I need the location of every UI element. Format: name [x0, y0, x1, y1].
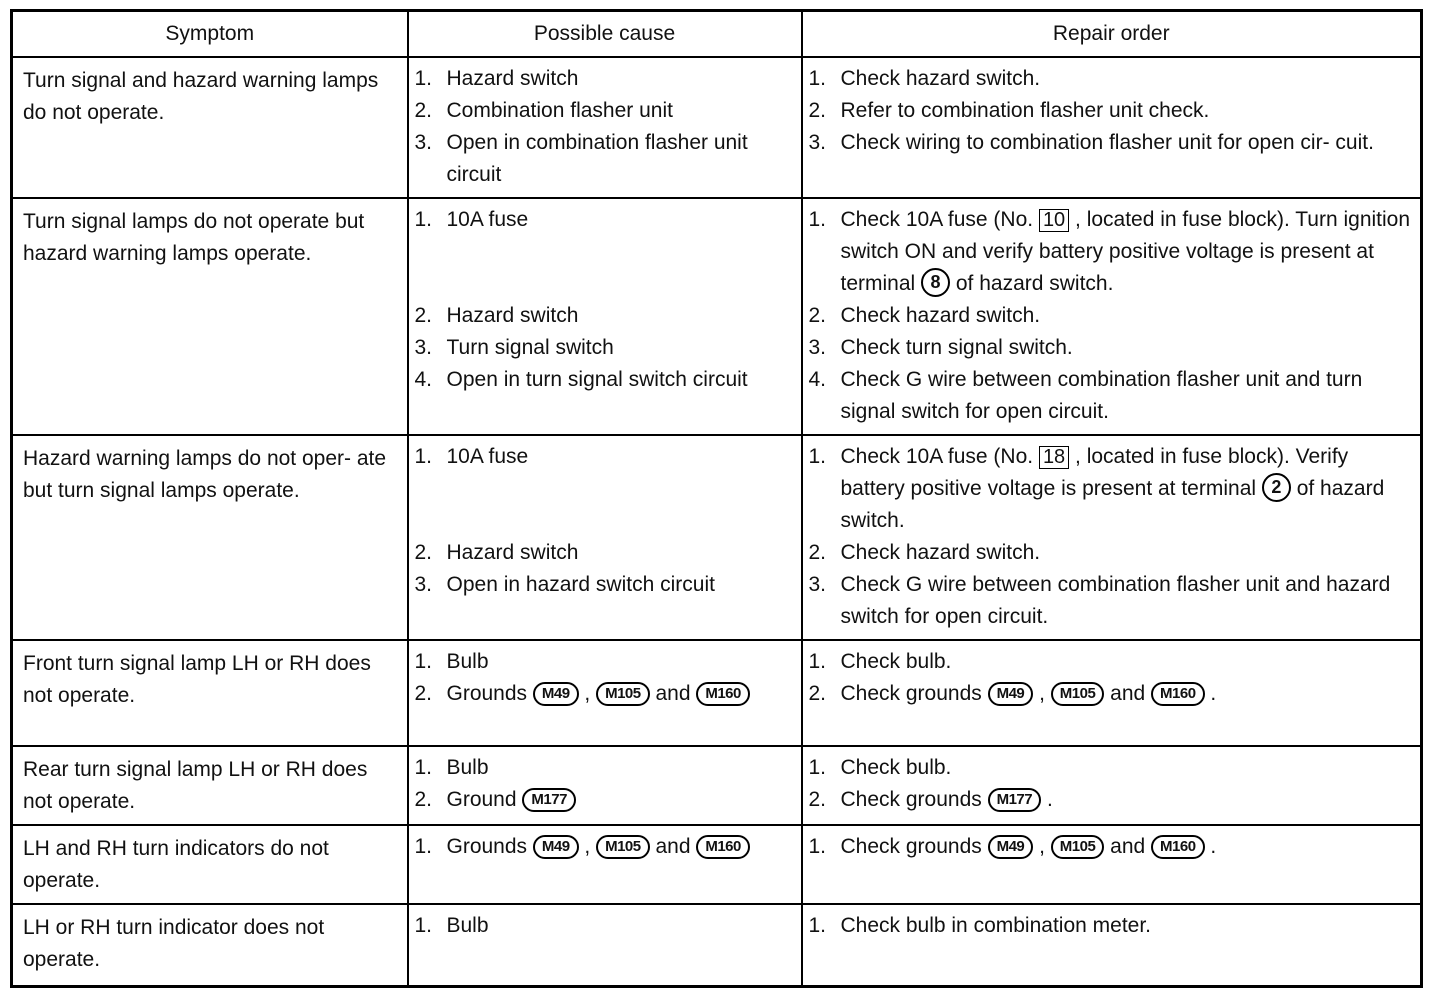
- item-text: [447, 127, 795, 191]
- text-run: 10A fuse: [446, 208, 529, 231]
- symptom-text: LH and RH turn indicators do not operate.: [23, 837, 329, 892]
- connector-ground-icon: M177: [988, 788, 1042, 812]
- list-item: [809, 300, 1415, 332]
- text-run: Bulb: [446, 650, 489, 673]
- connector-ground-icon: M160: [696, 682, 750, 706]
- item-text: [841, 646, 1415, 678]
- text-run: Check bulb.: [840, 650, 952, 673]
- item-number: 1.: [414, 835, 433, 858]
- repair-list: [803, 199, 1421, 434]
- list-item: [415, 910, 795, 942]
- item-text: [447, 910, 795, 942]
- repair-list: [803, 905, 1421, 948]
- list-item: [809, 784, 1415, 816]
- connector-ground-icon: M49: [533, 682, 579, 706]
- list-item: [415, 569, 795, 601]
- list-item: [809, 678, 1415, 710]
- item-number: 1.: [414, 67, 433, 90]
- text-run: Check turn signal switch.: [840, 336, 1073, 359]
- item-number: 3.: [808, 336, 827, 359]
- item-number: 2.: [808, 682, 827, 705]
- text-run: Open in combination flasher unit circuit: [446, 131, 754, 186]
- item-number: 2.: [414, 304, 433, 327]
- terminal-number-circle: 2: [1262, 473, 1291, 502]
- symptom-text: Rear turn signal lamp LH or RH does not operate.: [23, 758, 368, 813]
- header-row: [12, 11, 1422, 58]
- item-number: 2.: [414, 541, 433, 564]
- possible-cause-cell: [408, 746, 802, 825]
- repair-order-cell: [802, 57, 1422, 198]
- possible-cause-cell: [408, 198, 802, 435]
- text-run: , located in fuse block). Verify battery positive voltage is present at terminal: [840, 445, 1354, 500]
- repair-list: [803, 747, 1421, 822]
- connector-ground-icon: M49: [533, 835, 579, 859]
- item-number: 2.: [414, 788, 433, 811]
- list-item: [809, 204, 1415, 300]
- symptom-text: Turn signal lamps do not operate but hazard warning lamps operate.: [23, 210, 365, 265]
- text-run: Bulb: [446, 756, 489, 779]
- list-item: [809, 364, 1415, 428]
- cause-list: [409, 199, 801, 402]
- item-number: 2.: [808, 99, 827, 122]
- table-row: [12, 435, 1422, 640]
- list-item: [415, 204, 795, 236]
- list-item: [415, 127, 795, 191]
- list-item: [415, 784, 795, 816]
- text-run: Check hazard switch.: [840, 304, 1041, 327]
- list-item: [809, 752, 1415, 784]
- text-run: ,: [1033, 682, 1051, 705]
- item-number: 1.: [414, 914, 433, 937]
- table-row: [12, 825, 1422, 904]
- list-item: [809, 646, 1415, 678]
- list-item: [415, 752, 795, 784]
- cause-list: [409, 747, 801, 822]
- item-text: [841, 300, 1415, 332]
- item-text: [841, 364, 1415, 428]
- item-text: [841, 95, 1415, 127]
- repair-order-cell: [802, 640, 1422, 746]
- list-item: [415, 441, 795, 473]
- item-text: [447, 95, 795, 127]
- list-item: [809, 441, 1415, 537]
- possible-cause-cell: [408, 904, 802, 986]
- text-run: .: [1204, 835, 1217, 858]
- text-run: Check hazard switch.: [840, 67, 1041, 90]
- text-run: Check G wire between combination flasher unit and turn signal switch for open circuit.: [840, 368, 1369, 423]
- text-run: of hazard switch.: [840, 477, 1391, 532]
- possible-cause-cell: [408, 57, 802, 198]
- item-number: 3.: [414, 573, 433, 596]
- text-run: Open in turn signal switch circuit: [446, 368, 748, 391]
- connector-ground-icon: M105: [1051, 682, 1105, 706]
- list-item: [415, 537, 795, 569]
- table-row: [12, 57, 1422, 198]
- text-run: and: [649, 682, 697, 705]
- repair-order-cell: [802, 746, 1422, 825]
- text-run: 10A fuse: [446, 445, 529, 468]
- item-text: [447, 63, 795, 95]
- text-run: Combination flasher unit: [446, 99, 673, 122]
- list-item: [415, 831, 795, 863]
- item-text: [841, 752, 1415, 784]
- item-text: [841, 127, 1415, 159]
- text-run: ,: [578, 835, 597, 858]
- text-run: and: [649, 835, 697, 858]
- text-run: Check bulb in combination meter.: [840, 914, 1151, 937]
- item-number: 1.: [808, 445, 827, 468]
- item-number: 3.: [808, 573, 827, 596]
- connector-ground-icon: M49: [988, 682, 1034, 706]
- text-run: Turn signal switch: [446, 336, 614, 359]
- symptom-cell: [12, 746, 408, 825]
- item-number: 3.: [414, 336, 433, 359]
- text-run: of hazard switch.: [950, 272, 1114, 295]
- item-number: 1.: [808, 67, 827, 90]
- text-run: Refer to combination flasher unit check.: [840, 99, 1210, 122]
- list-item: [809, 127, 1415, 159]
- symptom-cell: [12, 904, 408, 986]
- item-number: 1.: [414, 650, 433, 673]
- text-run: Check grounds: [840, 835, 988, 858]
- cause-list: [409, 58, 801, 197]
- item-text: [447, 332, 795, 364]
- text-run: Check 10A fuse (No.: [840, 445, 1039, 468]
- item-number: 2.: [414, 99, 433, 122]
- item-text: [841, 569, 1415, 633]
- text-run: Bulb: [446, 914, 489, 937]
- list-item: [415, 678, 795, 710]
- item-text: [841, 63, 1415, 95]
- connector-ground-icon: M160: [696, 835, 750, 859]
- troubleshooting-table: [10, 9, 1423, 988]
- repair-list: [803, 436, 1421, 639]
- item-number: 2.: [808, 304, 827, 327]
- cause-list: [409, 826, 801, 869]
- text-run: Grounds: [446, 682, 533, 705]
- symptom-cell: [12, 435, 408, 640]
- connector-ground-icon: M105: [596, 682, 650, 706]
- text-run: and: [1104, 835, 1152, 858]
- repair-list: [803, 641, 1421, 716]
- item-text: [447, 300, 795, 332]
- list-item: [809, 95, 1415, 127]
- fuse-number-box: 18: [1039, 446, 1069, 469]
- connector-ground-icon: M105: [596, 835, 650, 859]
- symptom-cell: [12, 640, 408, 746]
- connector-ground-icon: M160: [1151, 835, 1205, 859]
- symptom-text: Hazard warning lamps do not oper- ate but turn signal lamps operate.: [23, 447, 387, 502]
- list-item: [415, 300, 795, 332]
- text-run: Check G wire between combination flasher unit and hazard switch for open circuit.: [840, 573, 1397, 628]
- text-run: Grounds: [446, 835, 533, 858]
- text-run: ,: [578, 682, 597, 705]
- list-item: [415, 332, 795, 364]
- item-number: 4.: [414, 368, 433, 391]
- symptom-cell: [12, 825, 408, 904]
- text-run: Hazard switch: [446, 304, 579, 327]
- item-number: 2.: [414, 682, 433, 705]
- item-number: 1.: [414, 208, 433, 231]
- item-text: [447, 784, 795, 816]
- text-run: Check wiring to combination flasher unit for open cir- cuit.: [840, 131, 1374, 154]
- table-row: [12, 904, 1422, 986]
- symptom-text: Front turn signal lamp LH or RH does not operate.: [23, 652, 371, 707]
- item-text: [447, 678, 795, 710]
- list-item: [809, 569, 1415, 633]
- fuse-number-box: 10: [1039, 209, 1069, 232]
- list-item: [809, 537, 1415, 569]
- text-run: Check grounds: [840, 788, 988, 811]
- item-number: 1.: [808, 835, 827, 858]
- header-repair-order: Repair order: [802, 11, 1422, 58]
- item-text: [841, 204, 1415, 300]
- cause-list: [409, 905, 801, 948]
- repair-list: [803, 58, 1421, 165]
- table-row: [12, 640, 1422, 746]
- item-text: [447, 752, 795, 784]
- header-symptom: Symptom: [12, 11, 408, 58]
- item-text: [841, 441, 1415, 537]
- item-text: [841, 910, 1415, 942]
- list-item: [415, 63, 795, 95]
- symptom-cell: [12, 198, 408, 435]
- repair-order-cell: [802, 198, 1422, 435]
- item-number: 1.: [808, 208, 827, 231]
- list-item: [809, 910, 1415, 942]
- list-item: [809, 831, 1415, 863]
- repair-order-cell: [802, 904, 1422, 986]
- item-text: [447, 204, 795, 236]
- text-run: ,: [1033, 835, 1051, 858]
- repair-order-cell: [802, 825, 1422, 904]
- text-run: Check bulb.: [840, 756, 952, 779]
- text-run: and: [1104, 682, 1152, 705]
- list-item: [415, 646, 795, 678]
- cause-list: [409, 641, 801, 716]
- text-run: .: [1204, 682, 1217, 705]
- symptom-text: LH or RH turn indicator does not operate.: [23, 916, 325, 971]
- item-number: 1.: [808, 914, 827, 937]
- item-number: 3.: [808, 131, 827, 154]
- possible-cause-cell: [408, 435, 802, 640]
- item-text: [447, 569, 795, 601]
- text-run: Hazard switch: [446, 67, 579, 90]
- terminal-number-circle: 8: [921, 268, 950, 297]
- text-run: Check 10A fuse (No.: [840, 208, 1039, 231]
- connector-ground-icon: M105: [1051, 835, 1105, 859]
- text-run: Check grounds: [840, 682, 988, 705]
- repair-list: [803, 826, 1421, 869]
- item-number: 1.: [414, 756, 433, 779]
- symptom-text: Turn signal and hazard warning lamps do not operate.: [23, 69, 379, 124]
- list-item: [415, 95, 795, 127]
- item-text: [447, 646, 795, 678]
- possible-cause-cell: [408, 640, 802, 746]
- item-text: [841, 831, 1415, 863]
- item-text: [841, 537, 1415, 569]
- item-number: 1.: [414, 445, 433, 468]
- list-item: [809, 63, 1415, 95]
- repair-order-cell: [802, 435, 1422, 640]
- item-number: 2.: [808, 788, 827, 811]
- item-number: 3.: [414, 131, 433, 154]
- list-item: [809, 332, 1415, 364]
- item-number: 1.: [808, 650, 827, 673]
- item-text: [841, 332, 1415, 364]
- possible-cause-cell: [408, 825, 802, 904]
- item-text: [841, 678, 1415, 710]
- item-text: [841, 784, 1415, 816]
- text-run: .: [1041, 788, 1053, 811]
- item-text: [447, 441, 795, 473]
- item-number: 2.: [808, 541, 827, 564]
- table-row: [12, 198, 1422, 435]
- item-text: [447, 831, 795, 863]
- text-run: Check hazard switch.: [840, 541, 1041, 564]
- text-run: , located in fuse block). Turn ignition switch ON and verify battery positive voltage is present at terminal: [840, 208, 1416, 295]
- cause-list: [409, 436, 801, 607]
- connector-ground-icon: M49: [988, 835, 1034, 859]
- item-text: [447, 364, 795, 396]
- item-number: 4.: [808, 368, 827, 391]
- table-row: [12, 746, 1422, 825]
- text-run: Hazard switch: [446, 541, 579, 564]
- list-item: [415, 364, 795, 396]
- connector-ground-icon: M177: [522, 788, 576, 812]
- item-number: 1.: [808, 756, 827, 779]
- item-text: [447, 537, 795, 569]
- text-run: Ground: [446, 788, 523, 811]
- connector-ground-icon: M160: [1151, 682, 1205, 706]
- symptom-cell: [12, 57, 408, 198]
- text-run: Open in hazard switch circuit: [446, 573, 715, 596]
- header-possible-cause: Possible cause: [408, 11, 802, 58]
